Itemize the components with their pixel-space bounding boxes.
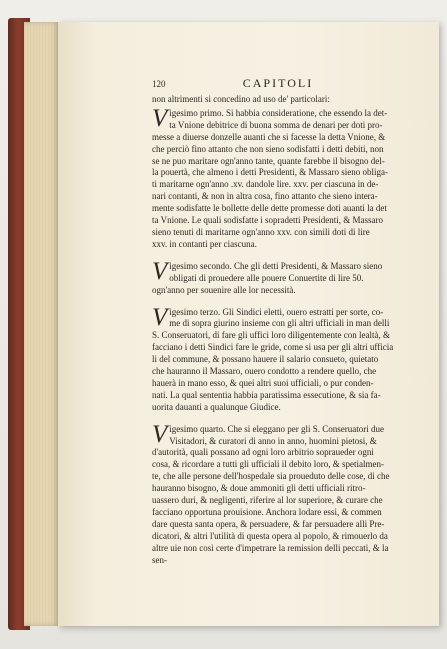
text-line: che perciò fino attanto che non sieno sodisfatti i detti debiti, non [152,143,384,154]
text-line: mente sodisfatte le bollette delle dette promesse doti auanti la det [152,203,387,214]
text-line: li del commune, & possano hauere il salario consueto, quietato [152,354,379,365]
text-line: igesimo secondo. Che gli detti Presidenti, & Massaro sieno [169,260,383,271]
text-line: Visitadori, & curatori di anno in anno, huomini pietosi, & [169,435,377,446]
text-line: messe a diuerse donzelle auanti che si facesse la detta Vnione, & [152,131,386,142]
page-header [152,78,404,92]
intro-line: non altrimenti si concedino ad uso de' particolari: [152,94,330,104]
text-line: altre uie non così certe d'impetrare la remission delli peccati, & la [152,542,389,553]
page-text-block [152,78,404,567]
text-line: sieno tenuti di maritarne ogn'anno xxv. con simili doti di lire [152,226,370,237]
text-line: se ne puo maritare ogn'anno tante, quante farebbe il bisogno del- [152,155,385,166]
text-line: cosa, & ricordare a tutti gli ufficiali il debito loro, & spetialmen- [152,459,385,470]
text-line: la pouertà, che almeno i detti Presidenti, & Massaro sieno obliga- [152,167,388,178]
text-line: ta Vnione debitrice di buona somma de denari per doti pro- [169,119,383,130]
drop-cap: V [152,303,168,331]
drop-cap: V [152,104,168,132]
text-line: uassero duri, & negligenti, riferire al lor superiore, & curare che [152,495,383,506]
text-line: obligati di prouedere alle pouere Conuertite di lire 50. [169,272,364,283]
text-line: nari contanti, & non in altra cosa, fino attanto che sieno intera- [152,191,378,202]
drop-cap: V [152,420,168,448]
text-line: ta Vnione. Le quali sodisfatte i sopradetti Presidenti, & Massaro [152,215,384,226]
text-line: dicatori, & altri l'utilità di questa opera al popolo, & rimouerlo da [152,530,388,541]
text-line: dare questa santa opera, & persuadere, & far persuadere alli Pre- [152,518,385,529]
text-line: uorita dauanti a qualunque Giudice. [152,401,281,412]
drop-cap: V [152,257,168,285]
paragraphs [152,104,404,567]
page-edges [24,22,60,626]
text-line: igesimo primo. Si habbia consideratione, che essendo la det- [169,107,388,118]
paragraph [152,420,404,567]
running-head: CAPITOLI [242,76,314,90]
paragraph [152,303,404,414]
text-line: nati. La qual sententia habbia paratissima essecutione, & sia fa- [152,389,381,400]
text-line: che hauranno il Massaro, ouero condotto a rendere quello, che [152,366,377,377]
text-line: facciano opportuna prouisione. Anchora lodare essi, & commen [152,507,382,517]
text-line: sen- [152,554,167,565]
text-line: te, che alle persone dell'hospedale sia proueduto delle cose, di che [152,471,390,482]
text-line: xxv. in contanti per ciascuna. [152,238,257,249]
text-line: me di sopra giurino insieme con gli altri ufficiali in man delli [169,318,390,329]
text-line: igesimo quarto. Che si eleggano per gli S. Conseruatori due [169,423,384,434]
paragraph [152,104,404,251]
text-line: hauranno bisogno, & doue ammoniti gli detti ufficiali ritro- [152,483,366,494]
page-number: 120 [152,79,166,89]
paragraph [152,257,404,297]
text-line: d'autorità, quali possano ad ogni loro arbitrio sopraueder ogni [152,447,374,458]
text-line: facciano i detti Sindici fare le gride, come si usa per gli altri ufficia [152,342,394,353]
text-line: ti maritarne ogn'anno .xv. dandole lire. xxv. per ciascuna in de- [152,179,379,190]
text-line: igesimo terzo. Gli Sindici eletti, ouero estratti per sorte, co- [169,306,384,317]
text-line: hauerà in mano esso, & quei altri suoi ufficiali, o pur conden- [152,377,374,388]
text-line: ogn'anno per souenire alle lor necessità. [152,284,296,295]
text-line: S. Conseruatori, di fare gli uffici loro diligentemente con lealtà, & [152,330,391,341]
